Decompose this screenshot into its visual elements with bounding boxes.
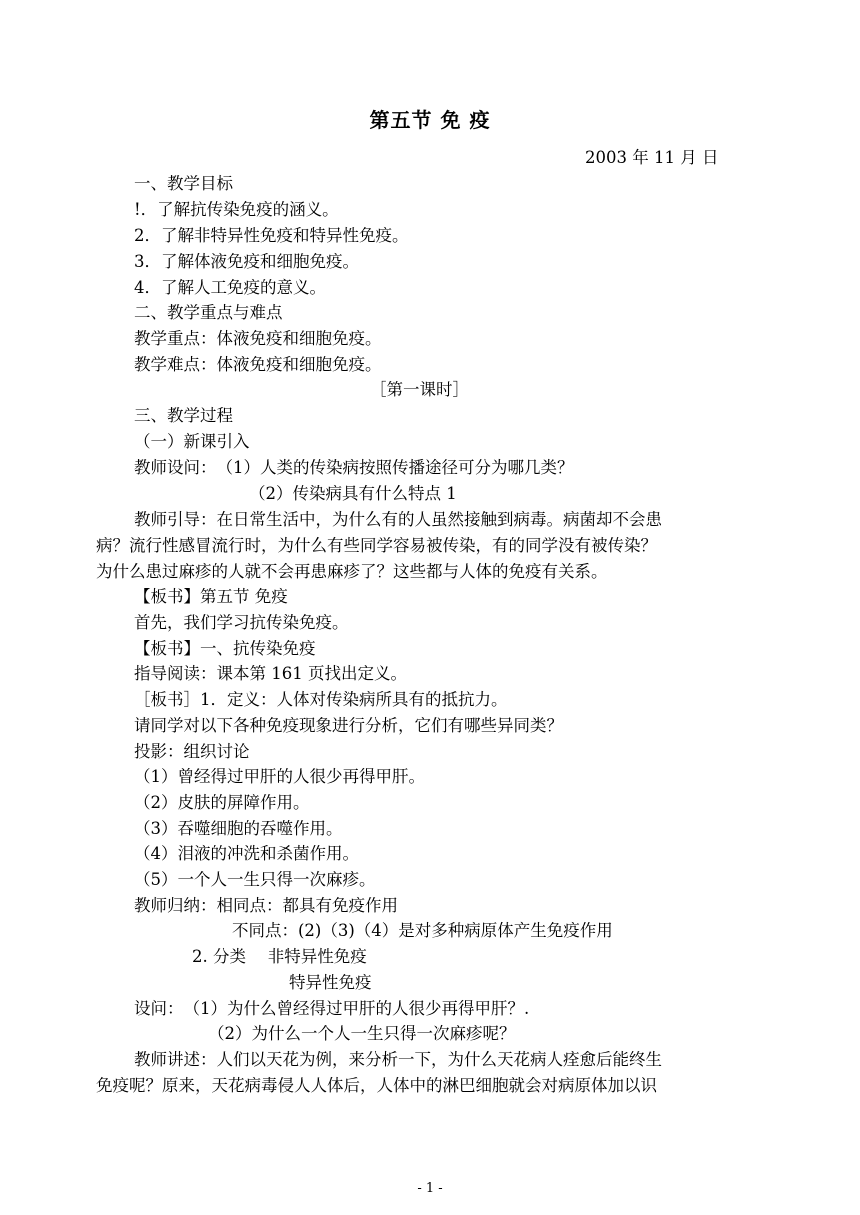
discussion-item: （4）泪液的冲洗和杀菌作用。 <box>134 844 359 863</box>
lesson-period-label: ［第一课时］ <box>370 380 469 399</box>
heading-key-points: 二、教学重点与难点 <box>134 303 283 322</box>
key-point-line: 教学重点：体液免疫和细胞免疫。 <box>134 329 382 348</box>
question-line: 设问： （1）为什么曾经得过甲肝的人很少再得甲肝？. <box>134 999 530 1018</box>
classification-line: 2. 分类 非特异性免疫 <box>192 947 367 966</box>
board-note: 【板书】一、抗传染免疫 <box>134 639 316 658</box>
subheading-intro: （一）新课引入 <box>134 432 250 451</box>
discussion-item: （5）一个人一生只得一次麻疹。 <box>134 870 376 889</box>
paragraph-line: 病？流行性感冒流行时，为什么有些同学容易被传染，有的同学没有被传染？ <box>96 536 657 555</box>
paragraph-line: 请同学对以下各种免疫现象进行分析，它们有哪些异同类？ <box>134 716 563 735</box>
paragraph-line: 教师引导：在日常生活中，为什么有的人虽然接触到病毒。病菌却不会患 <box>134 510 662 529</box>
summary-line: 不同点：(2)（3)（4）是对多种病原体产生免疫作用 <box>232 921 613 940</box>
teacher-question: 教师设问： （1）人类的传染病按照传播途径可分为哪几类？ <box>134 458 574 477</box>
objective-item: 4．了解人工免疫的意义。 <box>134 278 326 297</box>
page-number: - 1 - <box>417 1181 443 1196</box>
objective-item: !．了解抗传染免疫的涵义。 <box>134 200 339 219</box>
board-note: 【板书】第五节 免疫 <box>134 587 288 606</box>
paragraph-line: 免疫呢？原来，天花病毒侵人人体后，人体中的淋巴细胞就会对病原体加以识 <box>96 1076 657 1095</box>
paragraph-line: 首先，我们学习抗传染免疫。 <box>134 613 349 632</box>
objective-item: 2．了解非特异性免疫和特异性免疫。 <box>134 226 409 245</box>
heading-process: 三、教学过程 <box>134 406 233 425</box>
paragraph-line: 为什么患过麻疹的人就不会再患麻疹了？这些都与人体的免疫有关系。 <box>96 562 608 581</box>
discussion-item: （3）吞噬细胞的吞噬作用。 <box>134 819 343 838</box>
discussion-item: （2）皮肤的屏障作用。 <box>134 793 310 812</box>
document-date: 2003 年 11 月 日 <box>585 148 719 167</box>
objective-item: 3．了解体液免疫和细胞免疫。 <box>134 252 359 271</box>
question-line: （2）为什么一个人一生只得一次麻疹呢？ <box>208 1024 516 1043</box>
paragraph-line: 投影：组织讨论 <box>134 742 250 761</box>
document-title: 第五节 免 疫 <box>369 108 491 132</box>
heading-objectives: 一、教学目标 <box>134 174 233 193</box>
board-note: ［板书］1．定义：人体对传染病所具有的抵抗力。 <box>134 690 508 709</box>
summary-line: 教师归纳：相同点：都具有免疫作用 <box>134 896 398 915</box>
paragraph-line: 指导阅读：课本第 161 页找出定义。 <box>134 664 407 683</box>
discussion-item: （1）曾经得过甲肝的人很少再得甲肝。 <box>134 767 425 786</box>
difficulty-line: 教学难点：体液免疫和细胞免疫。 <box>134 355 382 374</box>
teacher-question: （2）传染病具有什么特点 1 <box>249 484 457 503</box>
paragraph-line: 教师讲述：人们以天花为例，来分析一下，为什么天花病人痊愈后能终生 <box>134 1050 662 1069</box>
classification-line: 特异性免疫 <box>289 973 372 992</box>
